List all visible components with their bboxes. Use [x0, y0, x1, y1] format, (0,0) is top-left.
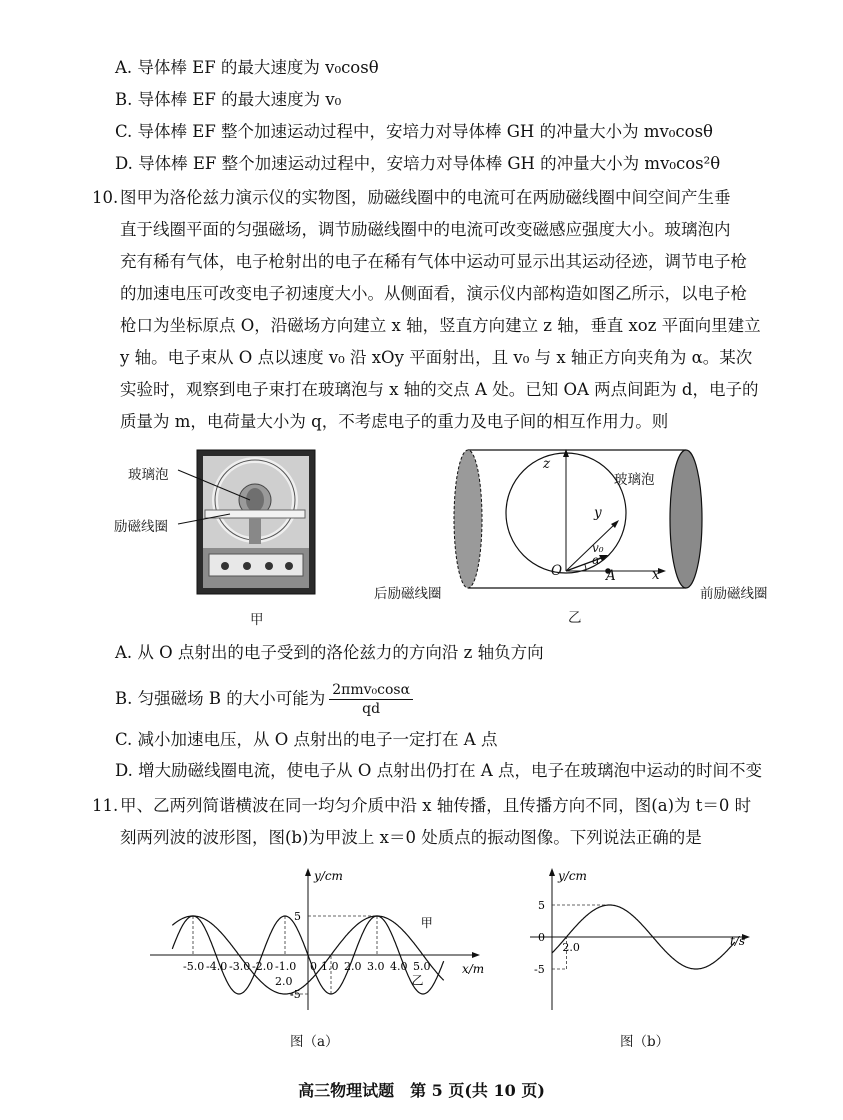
x-tick-label: 2.0: [344, 960, 362, 973]
y-tick-label: 5: [294, 910, 301, 923]
yi-v0-label: v₀: [592, 541, 604, 555]
q11-line-1: 甲、乙两列简谐横波在同一均匀介质中沿 x 轴传播，且传播方向不同，图(a)为 t＝0 时: [120, 796, 752, 815]
x-axis-arrow: [472, 952, 480, 958]
yi-back-coil-label: 后励磁线圈: [374, 586, 442, 602]
q10-line-2: 直于线圈平面的匀强磁场，调节励磁线圈中的电流可改变磁感应强度大小。玻璃泡内: [120, 220, 731, 239]
fraction-denominator: qd: [362, 701, 381, 717]
x-tick-label: 2.0: [562, 941, 580, 954]
q9-option-a: A. 导体棒 EF 的最大速度为 v₀cosθ: [115, 58, 379, 77]
q9-option-d: D. 导体棒 EF 整个加速运动过程中，安培力对导体棒 GH 的冲量大小为 mv₀cos²θ: [115, 154, 721, 173]
label-coil-jia: 励磁线圈: [114, 519, 168, 535]
q10-line-4: 的加速电压可改变电子初速度大小。从侧面看，演示仪内部构造如图乙所示，以电子枪: [120, 284, 747, 303]
x-axis-label: t/s: [730, 934, 746, 948]
y-axis-label: y/cm: [314, 869, 343, 883]
y-axis-arrow: [305, 868, 311, 876]
q10-option-b-fraction: [329, 681, 413, 718]
x-tick-label: -1.0: [275, 960, 297, 973]
x-tick-label: 3.0: [367, 960, 385, 973]
chart-b-vibration-graph: [520, 860, 760, 1020]
y-axis-label: y/cm: [558, 869, 587, 883]
q10-option-a: A. 从 O 点射出的电子受到的洛伦兹力的方向沿 z 轴负方向: [115, 643, 544, 662]
label-bulb-jia: 玻璃泡: [128, 467, 169, 483]
x-tick-label: 0: [310, 960, 317, 973]
yi-alpha-label: α: [592, 553, 601, 567]
q10-line-3: 充有稀有气体，电子枪射出的电子在稀有气体中运动可显示出其运动径迹，调节电子枪: [120, 252, 747, 271]
x-tick-label: 4.0: [390, 960, 408, 973]
chart-a-wave-graph: [140, 860, 500, 1020]
yi-bulb-label: 玻璃泡: [614, 472, 655, 488]
y-tick-label: 5: [538, 899, 545, 912]
yi-O-label: O: [551, 563, 563, 579]
y-tick-label: -5: [290, 988, 301, 1001]
q11-line-2: 刻两列波的波形图，图(b)为甲波上 x＝0 处质点的振动图像。下列说法正确的是: [120, 828, 702, 847]
x-tick-label: 1.0: [321, 960, 339, 973]
yi-z-label: z: [543, 456, 551, 472]
q9-option-c: C. 导体棒 EF 整个加速运动过程中，安培力对导体棒 GH 的冲量大小为 mv₀cosθ: [115, 122, 713, 141]
x-tick-label: -5.0: [183, 960, 205, 973]
y-tick-label: -5: [534, 963, 545, 976]
x-tick-label: 5.0: [413, 960, 431, 973]
yi-y-label: y: [594, 505, 602, 521]
annotation-label: 2.0: [275, 975, 293, 988]
q9-option-b: B. 导体棒 EF 的最大速度为 v₀: [115, 90, 342, 109]
q10-option-c: C. 减小加速电压，从 O 点射出的电子一定打在 A 点: [115, 730, 498, 749]
q10-line-5: 枪口为坐标原点 O，沿磁场方向建立 x 轴，竖直方向建立 z 轴，垂直 xoz 平面向里建立: [120, 316, 761, 335]
x-axis-label: x/m: [462, 962, 485, 976]
q10-option-d: D. 增大励磁线圈电流，使电子从 O 点射出仍打在 A 点，电子在玻璃泡中运动的时间不变: [115, 761, 763, 780]
x-tick-label: -3.0: [229, 960, 251, 973]
q10-line-7: 实验时，观察到电子束打在玻璃泡与 x 轴的交点 A 处。已知 OA 两点间距为 d，电子的: [120, 380, 759, 399]
legend-yi: 乙: [411, 973, 424, 988]
y-axis-arrow: [549, 868, 555, 876]
caption-jia: 甲: [250, 612, 264, 628]
q10-option-b-prefix: B. 匀强磁场 B 的大小可能为: [115, 689, 326, 708]
caption-fig-b: 图（b）: [620, 1034, 670, 1050]
y-tick-label: 0: [538, 931, 545, 944]
fraction-numerator: 2πmv₀cosα: [329, 681, 413, 700]
caption-fig-a: 图（a）: [290, 1034, 339, 1050]
legend-jia: 甲: [420, 915, 433, 930]
figure-yi-schematic: [440, 445, 720, 605]
yi-x-label: x: [652, 567, 660, 583]
x-tick-label: -4.0: [206, 960, 228, 973]
page-footer: 高三物理试题 第 5 页(共 10 页): [298, 1081, 545, 1100]
q11-number: 11.: [92, 796, 119, 815]
q10-option-b: [115, 681, 413, 718]
q10-number: 10.: [92, 188, 119, 207]
yi-A-label: A: [606, 568, 616, 584]
q10-line-6: y 轴。电子束从 O 点以速度 v₀ 沿 xOy 平面射出，且 v₀ 与 x 轴正方向夹角为 α。某次: [120, 348, 753, 367]
q10-line-1: 图甲为洛伦兹力演示仪的实物图，励磁线圈中的电流可在两励磁线圈中间空间产生垂: [120, 188, 731, 207]
yi-front-coil-label: 前励磁线圈: [700, 586, 768, 602]
q10-line-8: 质量为 m，电荷量大小为 q，不考虑电子的重力及电子间的相互作用力。则: [120, 412, 669, 431]
x-tick-label: -2.0: [252, 960, 274, 973]
caption-yi: 乙: [568, 610, 582, 626]
